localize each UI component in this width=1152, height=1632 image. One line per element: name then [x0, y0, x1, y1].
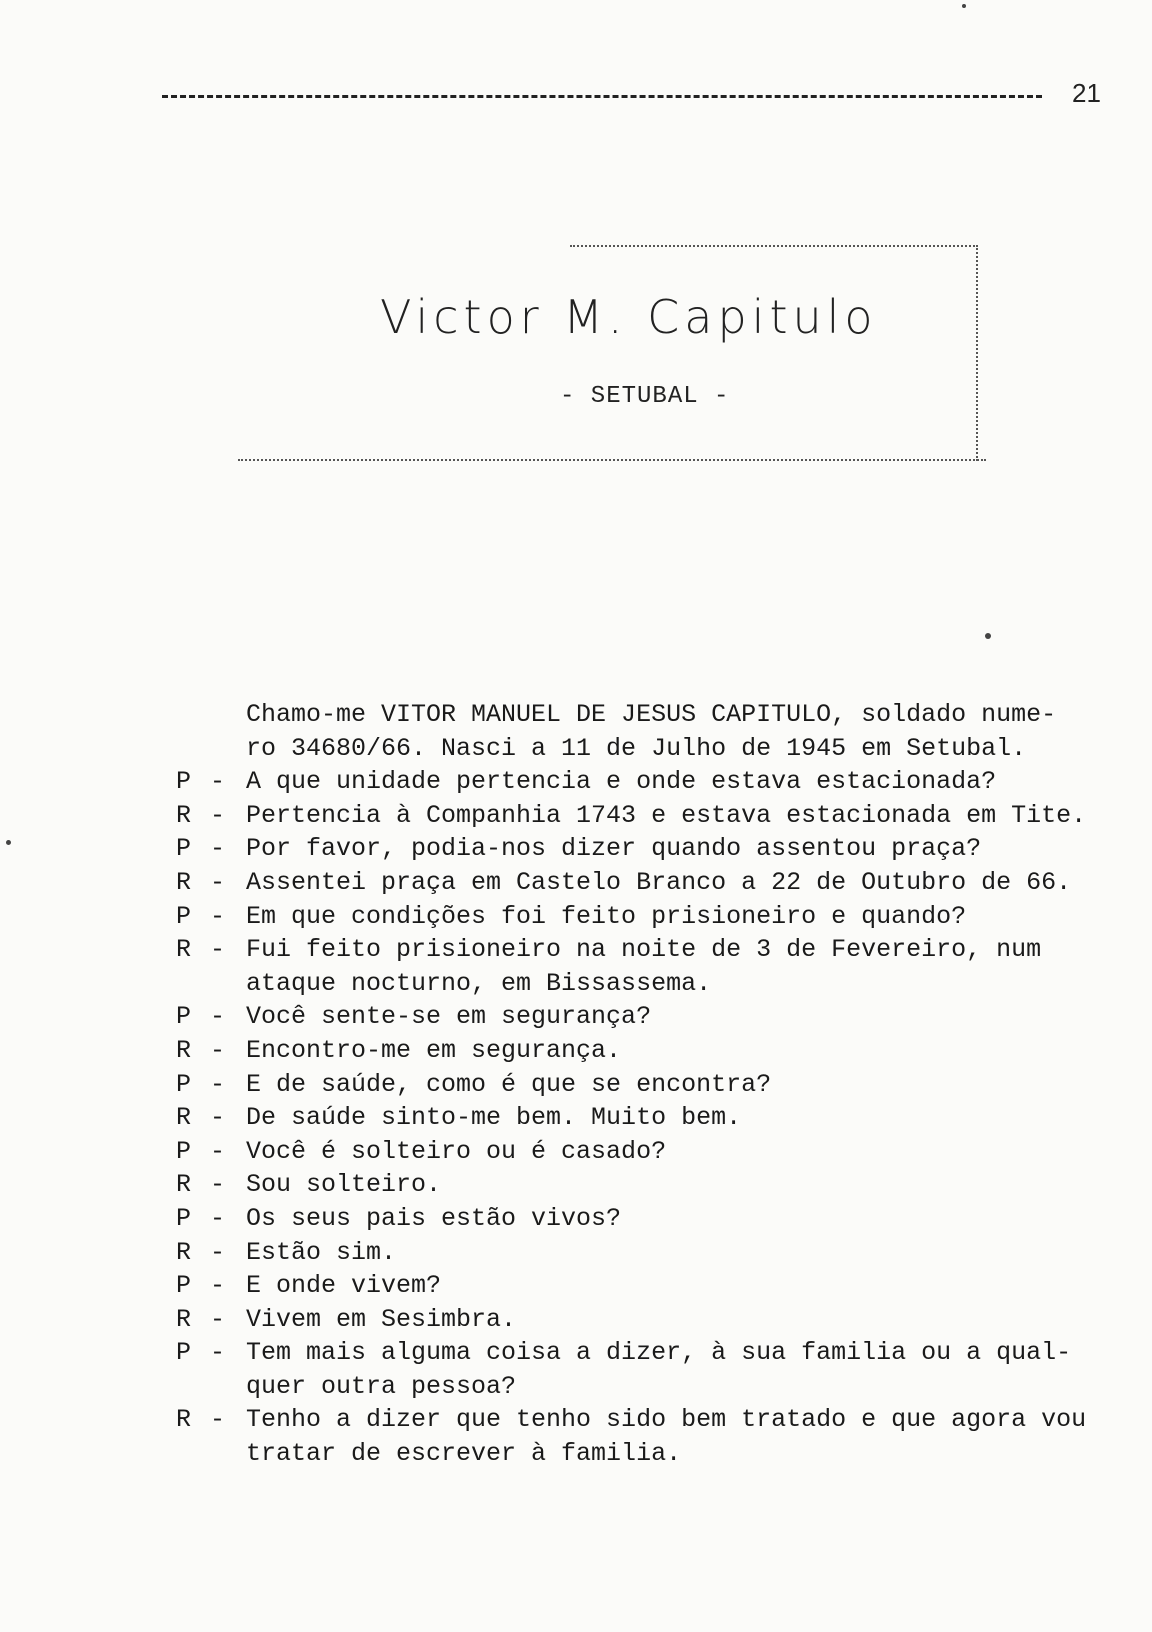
answer-line	[176, 1437, 1136, 1471]
speaker-label: P	[176, 1203, 192, 1233]
scan-speck	[6, 840, 11, 845]
top-rule	[162, 95, 1042, 98]
answer-line	[176, 967, 1136, 1001]
speaker-dash: -	[210, 1338, 226, 1368]
page-number: 21	[1072, 78, 1101, 108]
speaker-label: R	[176, 1103, 192, 1133]
speaker-label: R	[176, 867, 192, 897]
line-text: Vivem em Sesimbra.	[246, 1304, 517, 1334]
intro-line	[176, 698, 1136, 732]
speaker-label: R	[176, 1170, 192, 1200]
speaker-label: R	[176, 1405, 192, 1435]
line-text: De saúde sinto-me bem. Muito bem.	[246, 1103, 742, 1133]
title-frame-right	[976, 245, 978, 461]
speaker-dash: -	[210, 834, 226, 864]
line-text: Tenho a dizer que tenho sido bem tratado e que agora vou	[246, 1405, 1087, 1435]
answer-line	[176, 933, 1136, 967]
speaker-label: R	[176, 1035, 192, 1065]
answer-line	[176, 799, 1136, 833]
answer-line	[176, 1101, 1136, 1135]
question-line	[176, 1269, 1136, 1303]
speaker-dash: -	[210, 800, 226, 830]
question-line	[176, 765, 1136, 799]
answer-line	[176, 1168, 1136, 1202]
line-text: Fui feito prisioneiro na noite de 3 de Fevereiro, num	[246, 935, 1042, 965]
answer-line	[176, 1034, 1136, 1068]
line-text: ataque nocturno, em Bissassema.	[246, 968, 712, 998]
line-text: Por favor, podia-nos dizer quando assentou praça?	[246, 834, 982, 864]
line-text: Estão sim.	[246, 1237, 397, 1267]
line-text: Pertencia à Companhia 1743 e estava estacionada em Tite.	[246, 800, 1087, 830]
title-frame-bottom	[238, 459, 986, 461]
answer-line	[176, 1303, 1136, 1337]
line-text: Tem mais alguma coisa a dizer, à sua familia ou a qual-	[246, 1338, 1072, 1368]
speaker-label: P	[176, 767, 192, 797]
speaker-label: R	[176, 1304, 192, 1334]
speaker-dash: -	[210, 867, 226, 897]
transcript	[176, 698, 1136, 1471]
speaker-label: P	[176, 1338, 192, 1368]
line-text: Encontro-me em segurança.	[246, 1035, 622, 1065]
document-subtitle: - SETUBAL -	[560, 383, 730, 410]
question-line	[176, 900, 1136, 934]
speaker-dash: -	[210, 1170, 226, 1200]
speaker-label: P	[176, 901, 192, 931]
line-text: Em que condições foi feito prisioneiro e quando?	[246, 901, 967, 931]
scan-speck	[985, 633, 991, 639]
speaker-dash: -	[210, 935, 226, 965]
line-text: Assentei praça em Castelo Branco a 22 de Outubro de 66.	[246, 867, 1072, 897]
speaker-label: R	[176, 800, 192, 830]
speaker-label: P	[176, 1069, 192, 1099]
speaker-label: P	[176, 834, 192, 864]
speaker-dash: -	[210, 1002, 226, 1032]
line-text: E onde vivem?	[246, 1271, 442, 1301]
question-line	[176, 1068, 1136, 1102]
line-text: Chamo-me VITOR MANUEL DE JESUS CAPITULO, soldado nume-	[246, 700, 1057, 729]
speaker-dash: -	[210, 1304, 226, 1334]
speaker-dash: -	[210, 1237, 226, 1267]
question-line	[176, 1000, 1136, 1034]
line-text: quer outra pessoa?	[246, 1371, 517, 1401]
scan-speck	[962, 4, 966, 8]
speaker-label: P	[176, 1136, 192, 1166]
line-text: E de saúde, como é que se encontra?	[246, 1069, 772, 1099]
speaker-dash: -	[210, 767, 226, 797]
line-text: A que unidade pertencia e onde estava estacionada?	[246, 767, 997, 797]
question-line	[176, 1135, 1136, 1169]
speaker-dash: -	[210, 901, 226, 931]
speaker-label: R	[176, 1237, 192, 1267]
question-line	[176, 1370, 1136, 1404]
line-text: ro 34680/66. Nasci a 11 de Julho de 1945 em Setubal.	[246, 733, 1027, 763]
speaker-dash: -	[210, 1035, 226, 1065]
question-line	[176, 1202, 1136, 1236]
intro-line	[176, 732, 1136, 766]
speaker-label: P	[176, 1002, 192, 1032]
speaker-dash: -	[210, 1203, 226, 1233]
line-text: tratar de escrever à familia.	[246, 1439, 682, 1469]
line-text: Os seus pais estão vivos?	[246, 1203, 622, 1233]
speaker-dash: -	[210, 1069, 226, 1099]
speaker-dash: -	[210, 1136, 226, 1166]
answer-line	[176, 866, 1136, 900]
title-frame-top	[570, 245, 978, 247]
line-text: Você sente-se em segurança?	[246, 1002, 652, 1032]
answer-line	[176, 1403, 1136, 1437]
speaker-dash: -	[210, 1271, 226, 1301]
speaker-label: P	[176, 1271, 192, 1301]
question-line	[176, 1336, 1136, 1370]
speaker-label: R	[176, 935, 192, 965]
speaker-dash: -	[210, 1405, 226, 1435]
question-line	[176, 832, 1136, 866]
document-title: Victor M. Capitulo	[380, 290, 878, 344]
line-text: Sou solteiro.	[246, 1170, 442, 1200]
line-text: Você é solteiro ou é casado?	[246, 1136, 667, 1166]
answer-line	[176, 1236, 1136, 1270]
speaker-dash: -	[210, 1103, 226, 1133]
